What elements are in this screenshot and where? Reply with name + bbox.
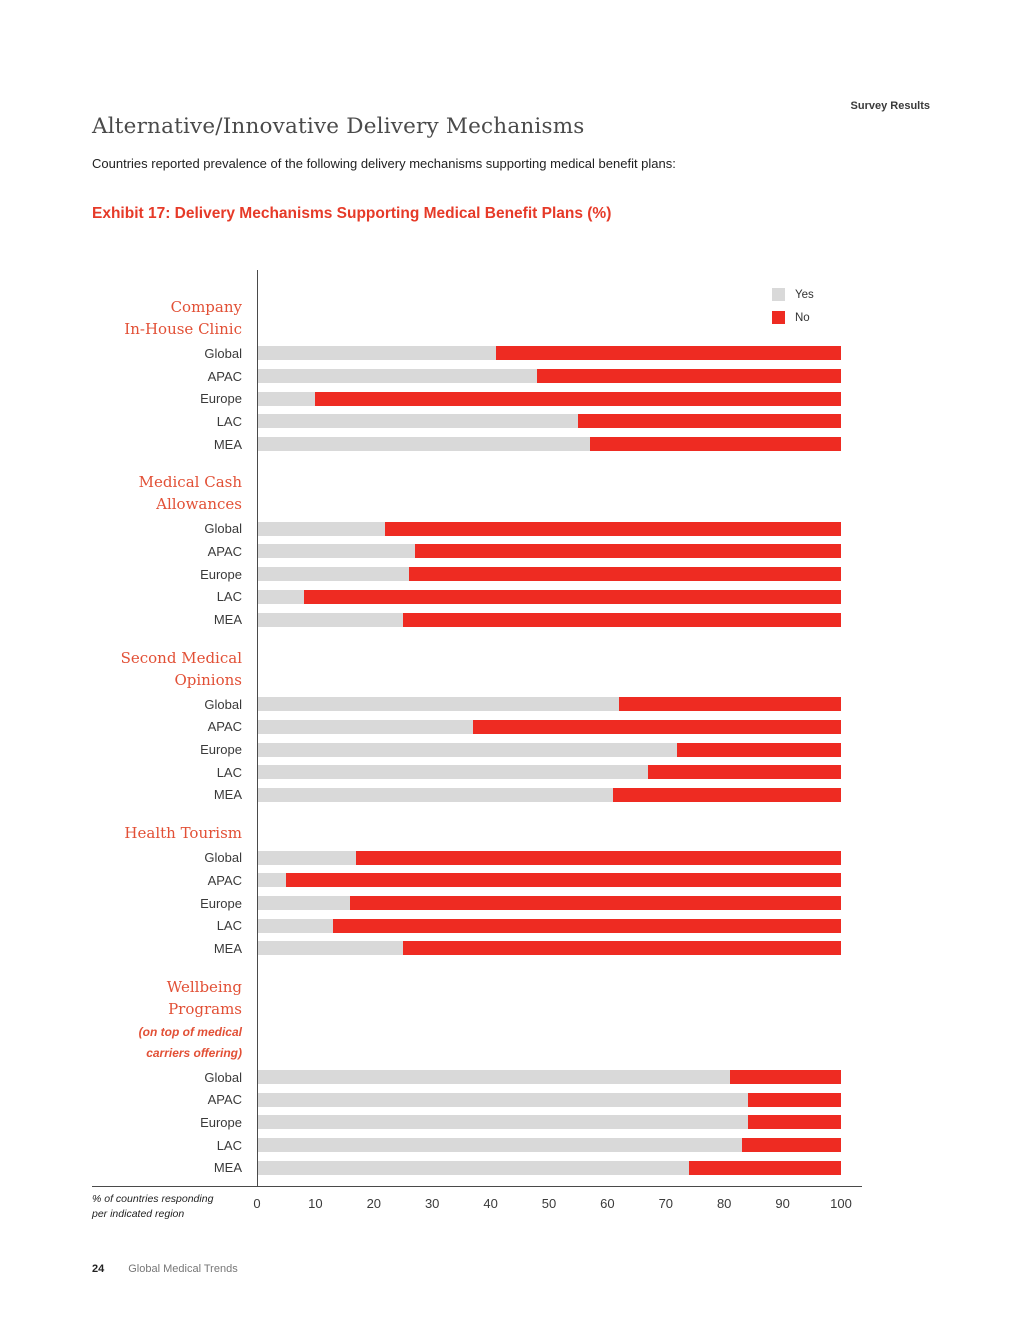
x-tick-label: 80 (716, 1196, 732, 1211)
legend-label-no: No (795, 311, 810, 324)
chart-group (92, 296, 841, 455)
yes-segment (257, 851, 356, 865)
bar-track (257, 873, 841, 887)
x-tick-label: 90 (775, 1196, 790, 1211)
row-label: APAC (207, 872, 242, 888)
bar-track (257, 392, 841, 406)
bar-track (257, 851, 841, 865)
group-note (92, 1022, 257, 1064)
group-heading (92, 647, 257, 691)
group-heading-line: Medical Cash (138, 473, 242, 492)
bar-row (92, 869, 841, 892)
no-segment (742, 1138, 841, 1152)
row-label: APAC (207, 719, 242, 735)
bar-track (257, 941, 841, 955)
no-segment (613, 788, 841, 802)
bar-track (257, 1138, 841, 1152)
no-segment (403, 941, 841, 955)
bar-row (92, 761, 841, 784)
x-tick-label: 30 (424, 1196, 440, 1211)
yes-segment (257, 1115, 748, 1129)
bar-track (257, 522, 841, 536)
bar-row (92, 365, 841, 388)
bar-track (257, 346, 841, 360)
yes-segment (257, 392, 315, 406)
x-tick-label: 70 (658, 1196, 674, 1211)
row-label: APAC (207, 543, 242, 559)
bar-row (92, 892, 841, 915)
bar-row (92, 784, 841, 807)
yes-segment (257, 414, 578, 428)
row-label: Global (204, 1069, 242, 1085)
x-tick-label: 40 (483, 1196, 498, 1211)
bar-track (257, 720, 841, 734)
no-segment (748, 1093, 841, 1107)
row-label: LAC (216, 764, 242, 780)
yes-segment (257, 613, 403, 627)
group-heading (92, 471, 257, 515)
bar-track (257, 414, 841, 428)
x-tick-label: 20 (366, 1196, 382, 1211)
legend-label-yes: Yes (795, 288, 814, 301)
row-label: Europe (200, 1114, 242, 1130)
x-axis-ticks (253, 1196, 852, 1216)
no-segment (333, 919, 841, 933)
page-subtitle: Countries reported prevalence of the following delivery mechanisms supporting medical benefit plans: (92, 156, 676, 171)
yes-segment (257, 941, 403, 955)
chart-group (92, 976, 841, 1179)
bar-row (92, 586, 841, 609)
axis-note-line: % of countries responding (92, 1193, 214, 1205)
bar-track (257, 1115, 841, 1129)
bar-row (92, 1134, 841, 1157)
chart-group (92, 822, 841, 959)
row-label: LAC (216, 1137, 242, 1153)
no-segment (286, 873, 841, 887)
bar-track (257, 765, 841, 779)
no-segment (648, 765, 841, 779)
bar-row (92, 716, 841, 739)
yes-segment (257, 369, 537, 383)
page-number: 24 (92, 1263, 105, 1275)
page-footer (92, 1263, 238, 1275)
chart-groups (92, 270, 841, 1179)
bar-track (257, 567, 841, 581)
yes-segment (257, 1093, 748, 1107)
row-label: LAC (216, 918, 242, 934)
bar-row (92, 1111, 841, 1134)
bar-row (92, 937, 841, 960)
bar-row (92, 517, 841, 540)
bar-row (92, 608, 841, 631)
row-label: Europe (200, 895, 242, 911)
yes-segment (257, 1070, 730, 1084)
bar-row (92, 1066, 841, 1089)
bar-row (92, 387, 841, 410)
bar-track (257, 369, 841, 383)
row-label: LAC (216, 413, 242, 429)
bar-track (257, 1161, 841, 1175)
no-segment (689, 1161, 841, 1175)
bar-track (257, 544, 841, 558)
no-segment (304, 590, 841, 604)
row-label: Global (204, 696, 242, 712)
no-segment (748, 1115, 841, 1129)
no-segment (356, 851, 841, 865)
row-label: MEA (213, 1160, 242, 1176)
bar-row (92, 342, 841, 365)
group-heading-line: Health Tourism (124, 824, 242, 843)
row-label: Europe (200, 566, 242, 582)
row-label: LAC (216, 589, 242, 605)
yes-segment (257, 743, 677, 757)
axis-note (92, 1192, 252, 1221)
row-label: Global (204, 521, 242, 537)
no-segment (350, 896, 841, 910)
row-label: Europe (200, 742, 242, 758)
bar-track (257, 788, 841, 802)
no-segment (473, 720, 841, 734)
no-segment (619, 697, 841, 711)
bar-row (92, 1157, 841, 1180)
x-tick-label: 0 (253, 1196, 261, 1211)
bar-track (257, 743, 841, 757)
group-heading-line: Opinions (174, 670, 242, 689)
bar-row (92, 540, 841, 563)
no-segment (403, 613, 841, 627)
bar-row (92, 914, 841, 937)
group-heading (92, 822, 257, 844)
no-segment (677, 743, 841, 757)
bar-track (257, 613, 841, 627)
exhibit-title: Exhibit 17: Delivery Mechanisms Supporting Medical Benefit Plans (%) (92, 205, 612, 222)
bar-track (257, 590, 841, 604)
yes-segment (257, 437, 590, 451)
yes-segment (257, 544, 415, 558)
row-label: MEA (213, 940, 242, 956)
bar-track (257, 437, 841, 451)
axis-note-line: per indicated region (92, 1207, 185, 1220)
yes-segment (257, 590, 304, 604)
group-heading-line: Second Medical (120, 648, 242, 667)
yes-segment (257, 567, 409, 581)
bar-row (92, 846, 841, 869)
no-segment (415, 544, 841, 558)
section-label: Survey Results (850, 100, 930, 112)
row-label: APAC (207, 368, 242, 384)
no-segment (730, 1070, 841, 1084)
bar-track (257, 697, 841, 711)
row-label: MEA (213, 612, 242, 628)
bar-row (92, 693, 841, 716)
row-label: Europe (200, 391, 242, 407)
group-note-line: (on top of medical (138, 1024, 242, 1039)
group-heading-line: Company (170, 298, 242, 316)
stacked-bar-chart (92, 270, 862, 1250)
row-label: APAC (207, 1092, 242, 1108)
yes-segment (257, 765, 648, 779)
bar-row (92, 738, 841, 761)
yes-segment (257, 720, 473, 734)
bar-track (257, 1070, 841, 1084)
no-segment (385, 522, 841, 536)
bar-row (92, 1088, 841, 1111)
no-segment (590, 437, 841, 451)
yes-segment (257, 1161, 689, 1175)
no-segment (409, 567, 841, 581)
group-heading-line: Wellbeing Programs (166, 977, 242, 1018)
chart-group (92, 471, 841, 630)
group-heading (92, 976, 257, 1020)
page-title: Alternative/Innovative Delivery Mechanisms (92, 114, 585, 139)
group-heading-line: In-House Clinic (124, 320, 242, 338)
x-tick-label: 60 (600, 1196, 615, 1211)
group-heading-line: Allowances (156, 495, 242, 514)
bar-row (92, 410, 841, 433)
x-tick-label: 50 (541, 1196, 557, 1211)
group-heading (92, 296, 257, 340)
bar-row (92, 563, 841, 586)
x-tick-label: 10 (308, 1196, 323, 1211)
chart-group (92, 647, 841, 806)
yes-segment (257, 1138, 742, 1152)
bar-track (257, 1093, 841, 1107)
x-axis-line (92, 1186, 862, 1187)
no-segment (578, 414, 841, 428)
bar-row (92, 433, 841, 456)
bar-track (257, 919, 841, 933)
footer-title: Global Medical Trends (128, 1263, 238, 1275)
no-segment (315, 392, 841, 406)
yes-segment (257, 896, 350, 910)
yes-segment (257, 522, 385, 536)
yes-segment (257, 697, 619, 711)
x-tick-label: 100 (830, 1196, 852, 1211)
yes-segment (257, 788, 613, 802)
no-segment (496, 346, 841, 360)
row-label: MEA (213, 436, 242, 452)
yes-segment (257, 346, 496, 360)
yes-segment (257, 919, 333, 933)
group-note-line: carriers offering) (146, 1045, 242, 1060)
y-axis-line (257, 270, 258, 1186)
row-label: Global (204, 345, 242, 361)
row-label: MEA (213, 787, 242, 803)
yes-segment (257, 873, 286, 887)
no-segment (537, 369, 841, 383)
bar-track (257, 896, 841, 910)
row-label: Global (204, 850, 242, 866)
